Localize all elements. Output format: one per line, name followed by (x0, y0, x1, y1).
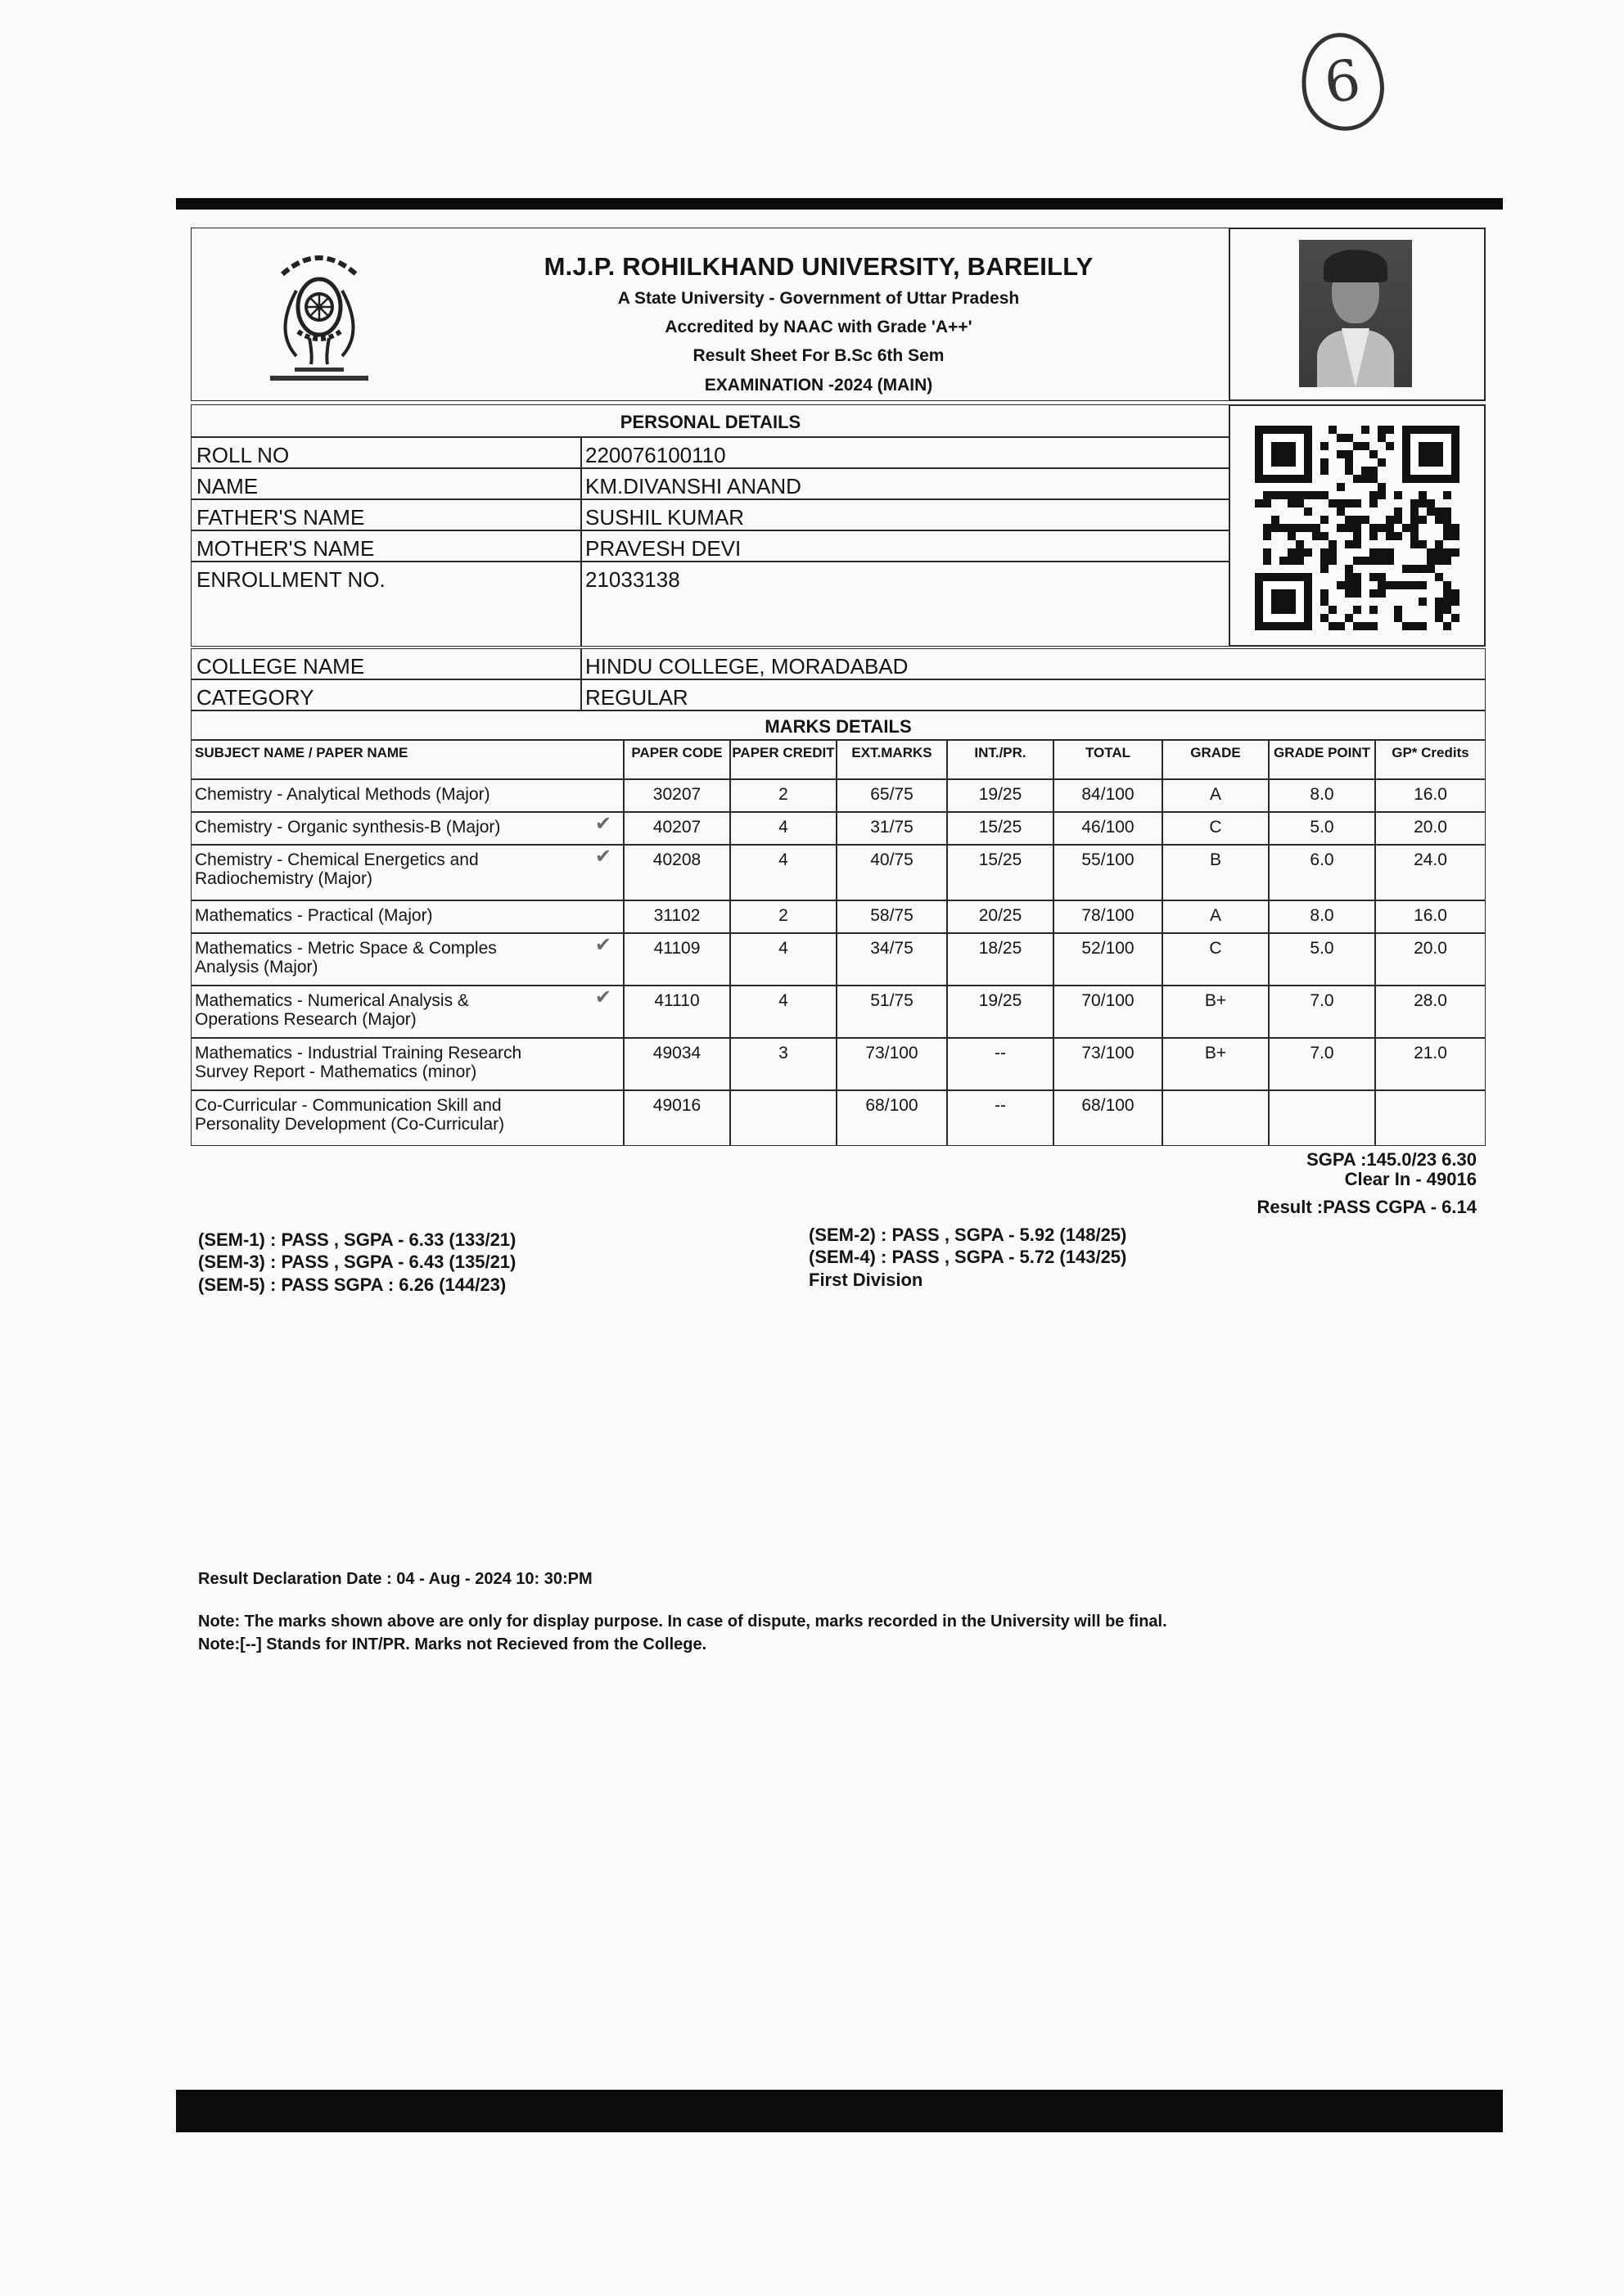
note-int-pr: Note:[--] Stands for INT/PR. Marks not Recieved from the College. (198, 1635, 707, 1653)
page-number-text: 6 (1320, 47, 1365, 117)
paper-credit: 4 (778, 939, 788, 958)
result-sheet-title: Result Sheet For B.Sc 6th Sem (692, 346, 945, 365)
paper-code: 40207 (652, 818, 701, 837)
college-name-value: HINDU COLLEGE, MORADABAD (585, 654, 909, 679)
paper-code: 31102 (653, 906, 701, 925)
ext-marks: 31/75 (870, 818, 914, 837)
grade: C (1209, 939, 1222, 958)
subject-name: Mathematics - Practical (Major) (195, 906, 433, 925)
ext-marks: 51/75 (870, 991, 914, 1010)
column-header-paper-credit: PAPER CREDIT (730, 740, 837, 779)
student-photo (1299, 240, 1412, 387)
subject-name: Chemistry - Chemical Energetics and Radiochemistry (Major) (195, 850, 479, 888)
fathers-name-label: FATHER'S NAME (196, 505, 365, 530)
ext-marks: 65/75 (870, 785, 914, 804)
grade-point: 5.0 (1310, 818, 1334, 837)
int-pr-marks: -- (995, 1044, 1006, 1062)
clear-in: Clear In - 49016 (1344, 1169, 1477, 1189)
paper-code: 49016 (652, 1096, 701, 1115)
column-header-total-marks: TOTAL (1053, 740, 1162, 779)
grade-point: 8.0 (1310, 785, 1334, 804)
paper-code: 41110 (654, 991, 700, 1010)
gp-credits: 16.0 (1414, 785, 1447, 804)
gp-credits: 16.0 (1414, 906, 1447, 925)
name-label: NAME (196, 474, 259, 498)
grade: B+ (1204, 1044, 1227, 1062)
column-header-int-pr-marks: INT./PR. (947, 740, 1053, 779)
grade: A (1209, 906, 1221, 925)
ext-marks: 68/100 (865, 1096, 918, 1115)
gp-credits: 28.0 (1414, 991, 1447, 1010)
int-pr-marks: 20/25 (978, 906, 1022, 925)
mothers-name-label: MOTHER'S NAME (196, 536, 375, 561)
paper-credit: 2 (778, 906, 788, 925)
total-marks: 78/100 (1081, 906, 1135, 925)
gp-credits: 20.0 (1414, 818, 1447, 837)
ext-marks: 40/75 (870, 850, 914, 869)
division: First Division (809, 1270, 923, 1290)
gp-credits: 21.0 (1414, 1044, 1447, 1062)
grade-point: 7.0 (1310, 991, 1334, 1010)
int-pr-marks: -- (995, 1096, 1006, 1115)
paper-credit: 4 (778, 991, 788, 1010)
total-marks: 68/100 (1081, 1096, 1135, 1115)
name-value: KM.DIVANSHI ANAND (585, 474, 801, 498)
sem-1-result: (SEM-1) : PASS , SGPA - 6.33 (133/21) (198, 1229, 517, 1250)
grade-point: 8.0 (1310, 906, 1334, 925)
ext-marks: 34/75 (870, 939, 914, 958)
note-display-purpose: Note: The marks shown above are only for display purpose. In case of dispute, marks recorded in the University will be final. (198, 1613, 1167, 1631)
ext-marks: 73/100 (865, 1044, 918, 1062)
university-logo (237, 241, 401, 385)
enrollment-no-label: ENROLLMENT NO. (196, 567, 386, 592)
column-header-gp-credits: GP* Credits (1375, 740, 1486, 779)
paper-code: 49034 (652, 1044, 701, 1062)
university-name: M.J.P. ROHILKHAND UNIVERSITY, BAREILLY (544, 252, 1094, 281)
total-marks: 70/100 (1081, 991, 1135, 1010)
marks-details-title: MARKS DETAILS (765, 716, 912, 737)
grade-point: 7.0 (1310, 1044, 1334, 1062)
handwritten-tick-icon: ✔ (594, 934, 611, 956)
int-pr-marks: 19/25 (978, 991, 1022, 1010)
sem-2-result: (SEM-2) : PASS , SGPA - 5.92 (148/25) (809, 1225, 1127, 1245)
ext-marks: 58/75 (870, 906, 914, 925)
gp-credits: 24.0 (1414, 850, 1447, 869)
column-header-ext-marks: EXT.MARKS (837, 740, 947, 779)
accreditation-line: Accredited by NAAC with Grade 'A++' (665, 318, 972, 336)
grade: C (1209, 818, 1222, 837)
paper-credit: 3 (778, 1044, 788, 1062)
roll-no-value: 220076100110 (585, 443, 726, 467)
paper-credit: 2 (778, 785, 788, 804)
total-marks: 46/100 (1081, 818, 1135, 837)
bottom-bar (176, 2090, 1503, 2132)
college-name-label: COLLEGE NAME (196, 654, 365, 679)
sem-4-result: (SEM-4) : PASS , SGPA - 5.72 (143/25) (809, 1247, 1127, 1267)
paper-credit: 4 (778, 850, 788, 869)
top-bar (176, 198, 1503, 210)
total-marks: 52/100 (1081, 939, 1135, 958)
int-pr-marks: 19/25 (978, 785, 1022, 804)
gp-credits: 20.0 (1414, 939, 1447, 958)
subject-name: Mathematics - Metric Space & Comples Analysis (Major) (195, 939, 497, 977)
paper-code: 40208 (652, 850, 701, 869)
grade: A (1209, 785, 1221, 804)
subject-name: Mathematics - Numerical Analysis & Operations Research (Major) (195, 991, 469, 1029)
personal-details-header (191, 404, 1230, 437)
marks-details-header (191, 710, 1486, 740)
mothers-name-value: PRAVESH DEVI (585, 536, 742, 561)
enrollment-no-value: 21033138 (585, 567, 680, 592)
subject-name: Mathematics - Industrial Training Research Survey Report - Mathematics (minor) (195, 1044, 522, 1081)
result-declaration-date: Result Declaration Date : 04 - Aug - 2024 10: 30:PM (198, 1570, 593, 1588)
category-value: REGULAR (585, 685, 688, 710)
column-header-grade: GRADE (1162, 740, 1269, 779)
total-marks: 73/100 (1081, 1044, 1135, 1062)
paper-credit: 4 (778, 818, 788, 837)
sgpa-summary: SGPA :145.0/23 6.30 (1306, 1149, 1477, 1170)
roll-no-label: ROLL NO (196, 443, 290, 467)
qr-code (1255, 426, 1459, 630)
personal-details-title: PERSONAL DETAILS (620, 412, 801, 432)
int-pr-marks: 15/25 (978, 818, 1022, 837)
column-header-paper-code: PAPER CODE (624, 740, 730, 779)
subject-name: Chemistry - Organic synthesis-B (Major) (195, 818, 501, 837)
int-pr-marks: 18/25 (978, 939, 1022, 958)
column-header-subject-name: SUBJECT NAME / PAPER NAME (191, 740, 624, 779)
sem-5-result: (SEM-5) : PASS SGPA : 6.26 (144/23) (198, 1274, 507, 1295)
subject-name: Chemistry - Analytical Methods (Major) (195, 785, 490, 804)
handwritten-tick-icon: ✔ (594, 986, 611, 1008)
paper-code: 41109 (653, 939, 701, 958)
total-marks: 55/100 (1081, 850, 1135, 869)
university-subtitle: A State University - Government of Uttar Pradesh (617, 289, 1020, 308)
paper-code: 30207 (652, 785, 701, 804)
grade: B (1209, 850, 1221, 869)
handwritten-page-number (1295, 28, 1390, 137)
total-marks: 84/100 (1081, 785, 1135, 804)
handwritten-tick-icon: ✔ (594, 813, 611, 835)
grade-point: 6.0 (1310, 850, 1334, 869)
category-label: CATEGORY (196, 685, 314, 710)
examination-title: EXAMINATION -2024 (MAIN) (704, 376, 933, 395)
int-pr-marks: 15/25 (978, 850, 1022, 869)
grade-point: 5.0 (1310, 939, 1334, 958)
column-header-grade-point: GRADE POINT (1269, 740, 1375, 779)
fathers-name-value: SUSHIL KUMAR (585, 505, 745, 530)
result-cgpa: Result :PASS CGPA - 6.14 (1256, 1197, 1477, 1217)
subject-name: Co-Curricular - Communication Skill and Personality Development (Co-Curricular) (195, 1096, 505, 1134)
sem-3-result: (SEM-3) : PASS , SGPA - 6.43 (135/21) (198, 1252, 517, 1272)
grade: B+ (1204, 991, 1227, 1010)
handwritten-tick-icon: ✔ (594, 846, 611, 868)
